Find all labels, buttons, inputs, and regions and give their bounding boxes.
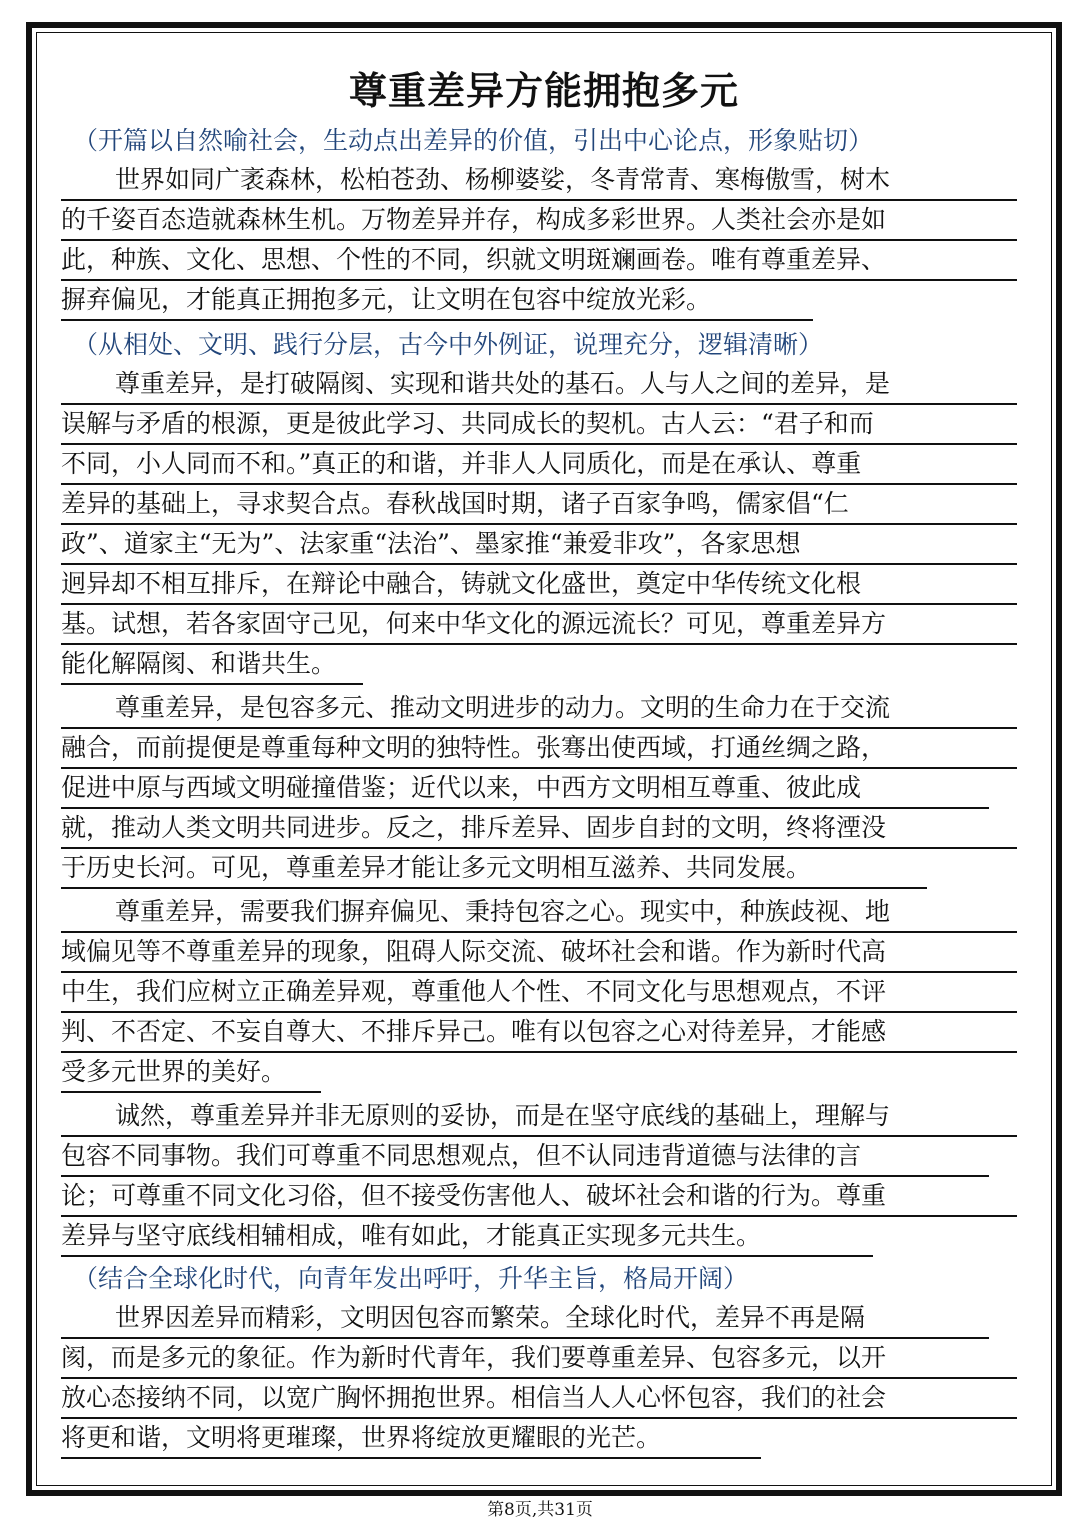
paragraph-2-line-4: 差异的基础上，寻求契合点。春秋战国时期，诸子百家争鸣，儒家倡“仁 — [61, 485, 1017, 525]
paragraph-2-line-8: 能化解隔阂、和谐共生。 — [61, 645, 363, 685]
paragraph-3-line-3: 促进中原与西域文明碰撞借鉴；近代以来，中西方文明相互尊重、彼此成 — [61, 769, 989, 809]
paragraph-2-line-5: 政”、道家主“无为”、法家重“法治”、墨家推“兼爱非攻”，各家思想 — [61, 525, 1017, 565]
paragraph-3-line-4: 就，推动人类文明共同进步。反之，排斥差异、固步自封的文明，终将湮没 — [61, 809, 1017, 849]
paragraph-4-line-4: 判、不否定、不妄自尊大、不排斥异己。唯有以包容之心对待差异，才能感 — [61, 1013, 1017, 1053]
paragraph-5-line-1: 诚然，尊重差异并非无原则的妥协，而是在坚守底线的基础上，理解与 — [61, 1097, 1017, 1137]
annotation-body: （从相处、文明、践行分层，古今中外例证，说理充分，逻辑清晰） — [73, 330, 824, 359]
paragraph-4-line-5: 受多元世界的美好。 — [61, 1053, 321, 1093]
paragraph-6-line-4: 将更和谐，文明将更璀璨，世界将绽放更耀眼的光芒。 — [61, 1419, 761, 1459]
paragraph-5-line-4: 差异与坚守底线相辅相成，唯有如此，才能真正实现多元共生。 — [61, 1217, 873, 1257]
paragraph-4-line-3: 中生，我们应树立正确差异观，尊重他人个性、不同文化与思想观点，不评 — [61, 973, 1017, 1013]
page-inner-border — [36, 32, 1052, 1486]
paragraph-1-line-3: 此，种族、文化、思想、个性的不同，织就文明斑斓画卷。唯有尊重差异、 — [61, 241, 1017, 281]
paragraph-6-line-1: 世界因差异而精彩，文明因包容而繁荣。全球化时代，差异不再是隔 — [61, 1299, 989, 1339]
page-number: 第8页,共31页 — [487, 1500, 593, 1520]
paragraph-2-line-2: 误解与矛盾的根源，更是彼此学习、共同成长的契机。古人云：“君子和而 — [61, 405, 1017, 445]
paragraph-6-line-2: 阂，而是多元的象征。作为新时代青年，我们要尊重差异、包容多元，以开 — [61, 1339, 1017, 1379]
paragraph-2-line-6: 迥异却不相互排斥，在辩论中融合，铸就文化盛世，奠定中华传统文化根 — [61, 565, 1017, 605]
annotation-opening: （开篇以自然喻社会，生动点出差异的价值，引出中心论点，形象贴切） — [73, 126, 874, 155]
paragraph-3-line-1: 尊重差异，是包容多元、推动文明进步的动力。文明的生命力在于交流 — [61, 689, 1017, 729]
paragraph-4-line-2: 域偏见等不尊重差异的现象，阻碍人际交流、破坏社会和谐。作为新时代高 — [61, 933, 1017, 973]
paragraph-6-line-3: 放心态接纳不同，以宽广胸怀拥抱世界。相信当人人心怀包容，我们的社会 — [61, 1379, 1017, 1419]
paragraph-1-line-2: 的千姿百态造就森林生机。万物差异并存，构成多彩世界。人类社会亦是如 — [61, 201, 1017, 241]
paragraph-5-line-3: 论；可尊重不同文化习俗，但不接受伤害他人、破坏社会和谐的行为。尊重 — [61, 1177, 1017, 1217]
essay-title: 尊重差异方能拥抱多元 — [348, 69, 739, 113]
paragraph-1-line-1: 世界如同广袤森林，松柏苍劲、杨柳婆娑，冬青常青、寒梅傲雪，树木 — [61, 161, 1017, 201]
annotation-closing: （结合全球化时代，向青年发出呼吁，升华主旨，格局开阔） — [73, 1264, 749, 1293]
paragraph-3-line-5: 于历史长河。可见，尊重差异才能让多元文明相互滋养、共同发展。 — [61, 849, 927, 889]
paragraph-1-line-4: 摒弃偏见，才能真正拥抱多元，让文明在包容中绽放光彩。 — [61, 281, 813, 321]
paragraph-5-line-2: 包容不同事物。我们可尊重不同思想观点，但不认同违背道德与法律的言 — [61, 1137, 989, 1177]
paragraph-2-line-7: 基。试想，若各家固守己见，何来中华文化的源远流长？可见，尊重差异方 — [61, 605, 1017, 645]
paragraph-4-line-1: 尊重差异，需要我们摒弃偏见、秉持包容之心。现实中，种族歧视、地 — [61, 893, 1017, 933]
page-border — [26, 22, 1062, 1496]
paragraph-2-line-1: 尊重差异，是打破隔阂、实现和谐共处的基石。人与人之间的差异，是 — [61, 365, 1017, 405]
paragraph-2-line-3: 不同，小人同而不和。”真正的和谐，并非人人同质化，而是在承认、尊重 — [61, 445, 1017, 485]
paragraph-3-line-2: 融合，而前提便是尊重每种文明的独特性。张骞出使西域，打通丝绸之路， — [61, 729, 1017, 769]
